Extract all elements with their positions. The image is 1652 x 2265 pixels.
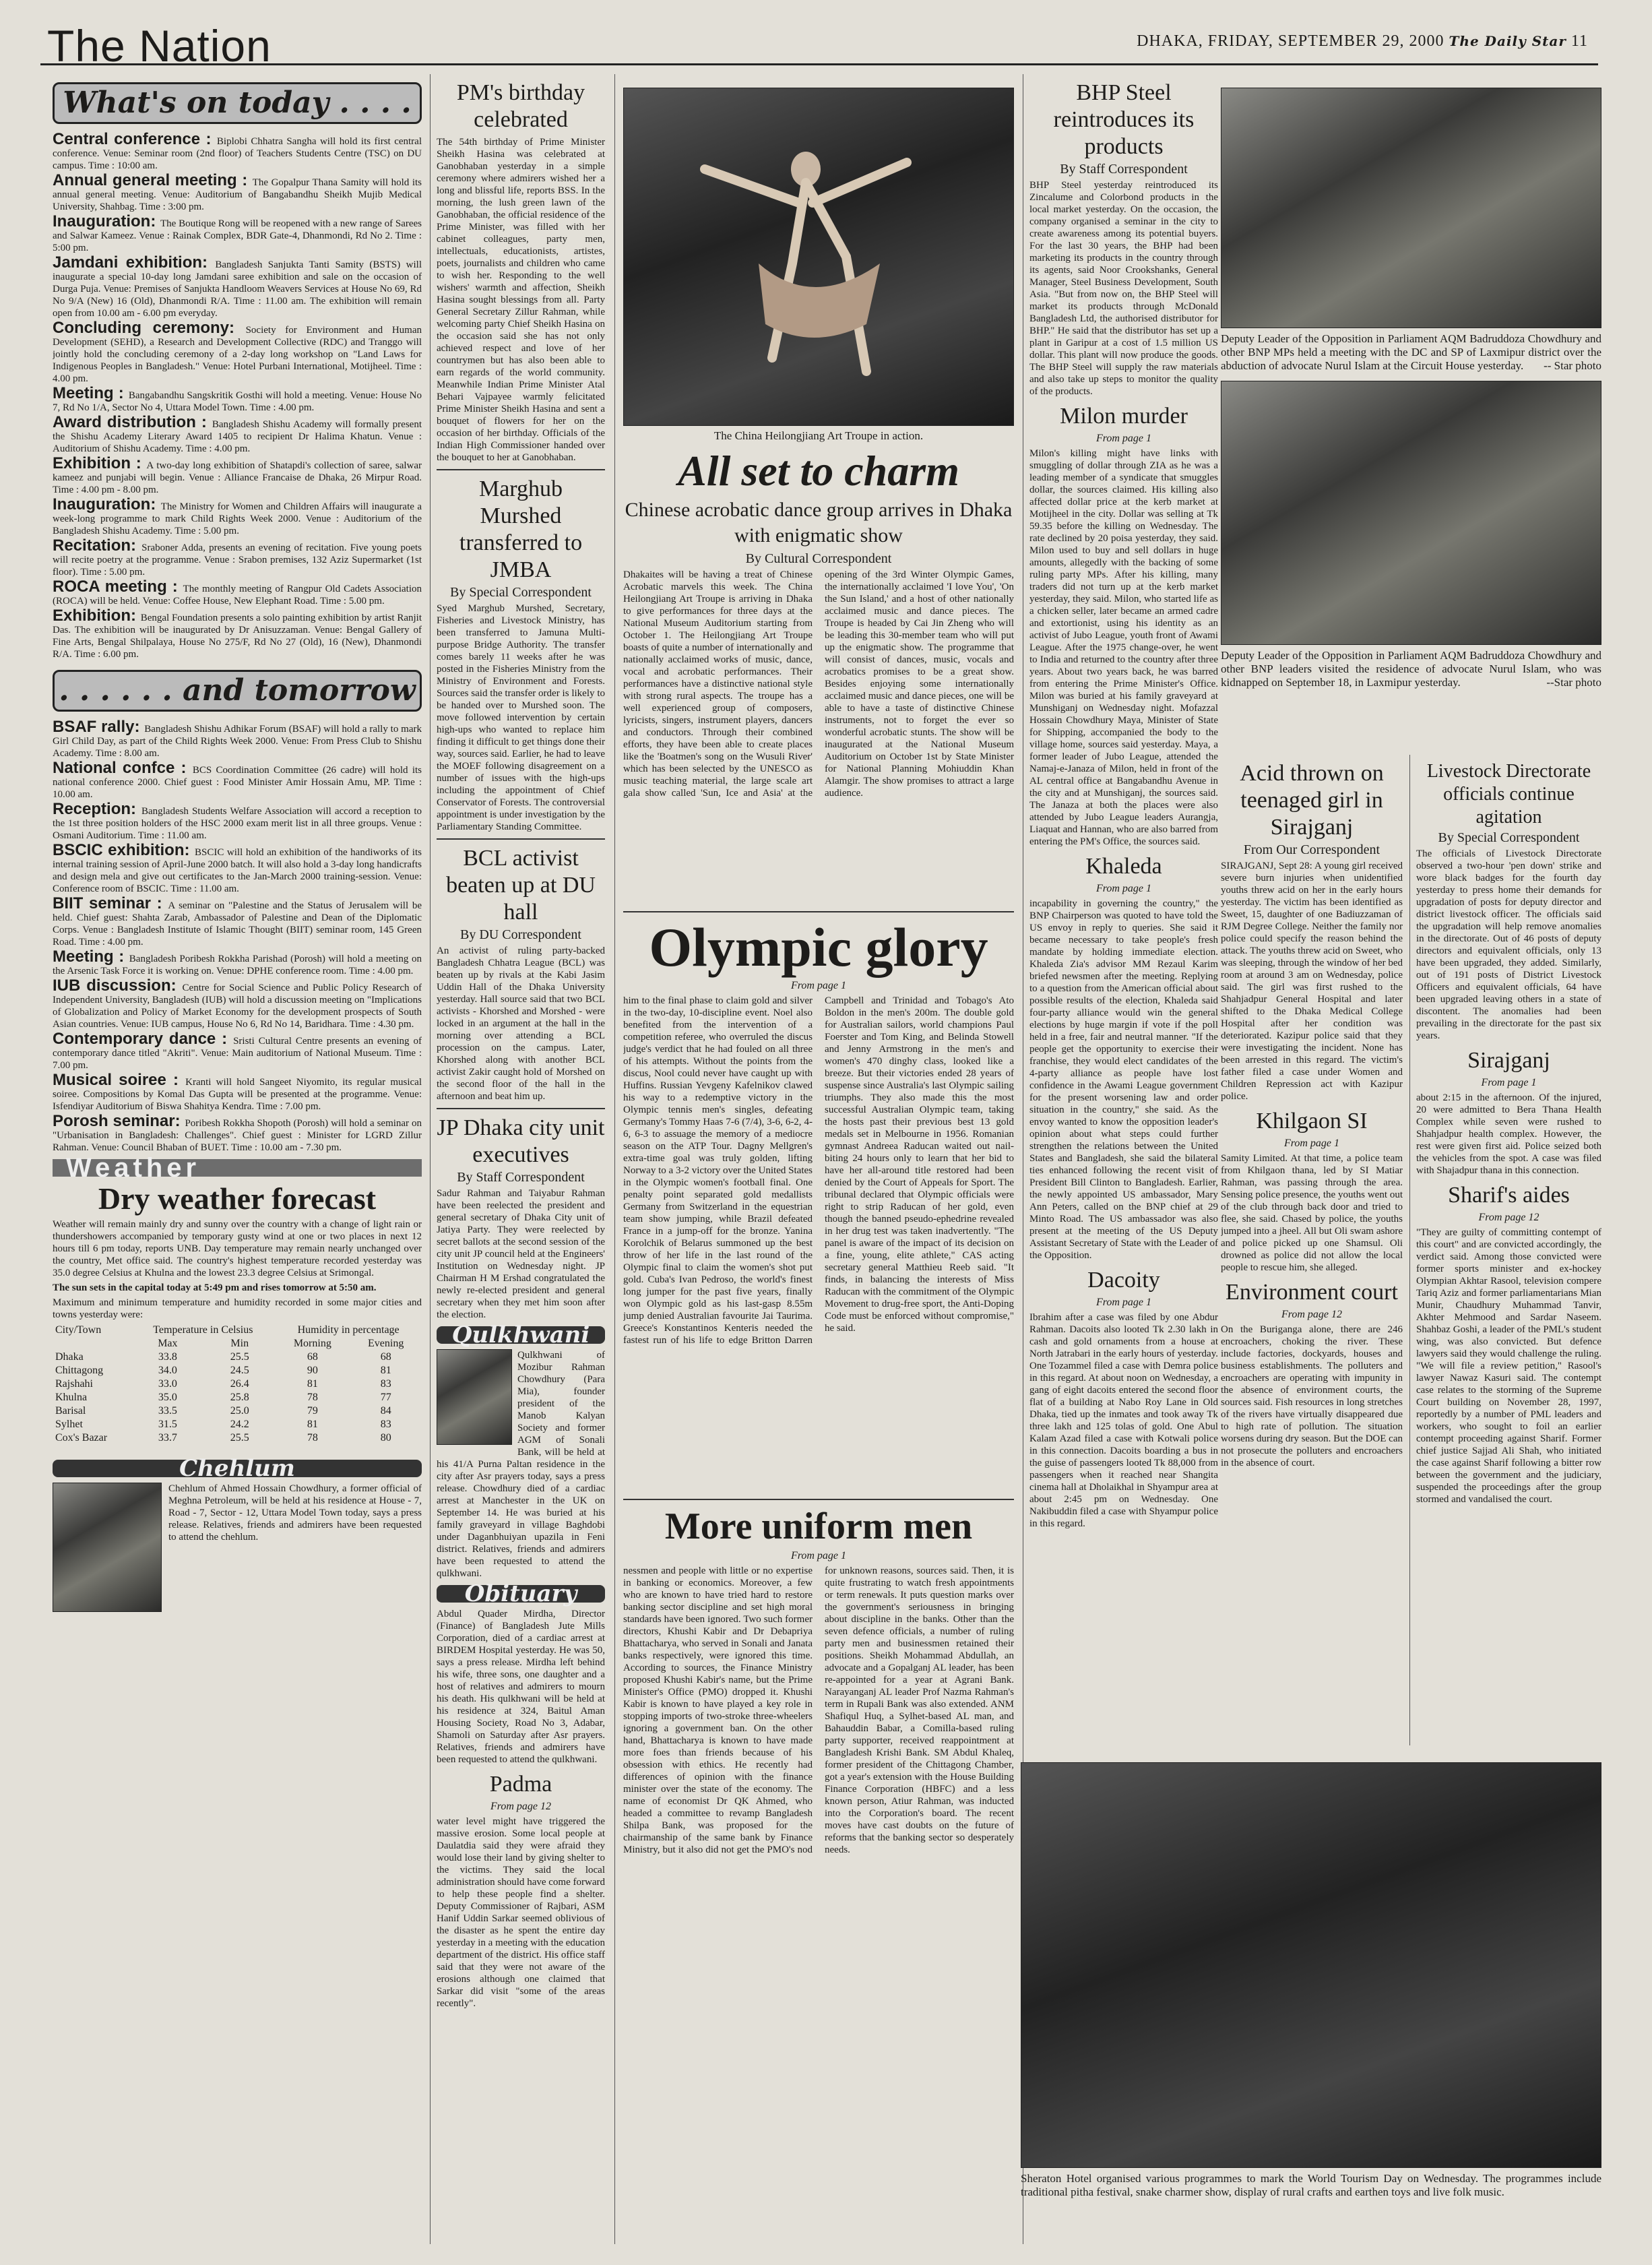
- whats-on-item-text: Bengal Foundation presents a solo painting exhibition by artist Ranjit Das. The exhibition will be inaugurated by Dr Anisuzzaman. Venue: Bengal Gallery of Fine Arts, Bengal Shilpalaya, House No 275/F, Rd No 27 (Old), 16 (New), Dhanmondi R/A. Time : 6.00 pm.: [53, 613, 422, 660]
- weather-cell: Sylhet: [55, 1419, 83, 1430]
- whats-on-item-title: Meeting :: [53, 384, 129, 402]
- divider: [623, 1499, 1014, 1500]
- khaleda-from: From page 1: [1095, 883, 1152, 894]
- shariff-from: From page 12: [1478, 1212, 1539, 1223]
- bhp-headline: BHP Steel reintroduces its products: [1053, 80, 1195, 159]
- dance-body: [623, 569, 1014, 906]
- khaleda-headline: Khaleda: [1085, 854, 1162, 879]
- weather-cell: 78: [307, 1392, 318, 1403]
- acid-headline: Acid thrown on teenaged girl in Sirajganj: [1240, 761, 1384, 840]
- milon-text: Milon's killing might have links with smuggling of dollar through ZIA as he was a leading member of a syndicate that smuggles dollar, the sources claimed. His killing also affected dollar price at the kerb market at Motijheel in the city. Dollar was selling at Tk 59.35 before the killing on Wednesday. The rate declined by 20 poisa yesterday, they said. Milon used to buy and sell dollars in huge amounts, allegedly with the backing of some ruling party MPs. After his killing, many traders did not turn up at the kerb market yesterday, they said. Milon, who started life as a chicken seller, later became an armed cadre and extortionist, using his identity as an activist of Jubo League, youth front of Awami League. After the 1975 change-over, he went to India and returned to the country after three years. About two years back, he was barred from entering the Prime Minister's Office. Milon was buried at his family graveyard at Munshiganj on Wednesday night. Mofazzal Hossain Chowdhury Maya, Minister of State for Shipping, accompanied the body to the village home, sources said yesterday. Maya, a former leader of Jubo League, attended the Namaj-e-Janaza of Milon, held in front of the AL central office at Bangabandhu Avenue in the city and at Munshiganj, the sources said. The Janaza at both the places were also attended by Jubo League leaders Aurangja, Liaquat and Hannan, who are also barred from entering the PM's Office, the sources said.: [1029, 448, 1218, 847]
- shariff-text: "They are guilty of committing contempt of this court" and are convicted accordingly, the verdict said. Among those convicted were former sports minister and ex-hockey Olympian Akhtar Rasool, television compere Tariq Aziz and former parliamentarians Mian Munir, Chaudhury Muhammad Tanvir, Akhter Mehmood and Sardar Naseem. Shahbaz Goshi, a leader of the PML's student wing, was also convicted. But defence lawyers said they would challenge the ruling. "We will file a review petition," Rasool's lawyer Nawaz Kasuri said. The contempt case relates to the storming of the Supreme Court building on November 28, 1997, reportedly by a number of PML leaders and workers, who sought to foil an earlier contempt proceeding against Sharif. Former chief justice Sajjad Ali Shah, who initiated the case against Sharif following a bitter row between the government and the judiciary, suspended the proceedings after the group stormed and vandalised the court.: [1416, 1227, 1601, 1505]
- th-max: Max: [158, 1338, 178, 1349]
- tomorrow-item-text: A seminar on "Palestine and the Status of Jerusalem will be held. Chief guest: Shahta Zarab, Ambassador of Palestine and Dean of the Diplomatic Corps. Venue : Bangladesh Institute of Islamic Thought (BIIT) seminar room, 145 Green Road. Time : 4.00 pm.: [53, 900, 422, 948]
- tomorrow-item: [53, 894, 422, 948]
- tomorrow-item-text: Sristi Cultural Centre presents an evening of contemporary dance titled "Akriti". Venue: Main auditorium of National Museum. Time : 7.00 pm.: [53, 1036, 422, 1071]
- weather-headline: Dry weather forecast: [98, 1181, 377, 1216]
- tomorrow-item: [53, 976, 422, 1030]
- sirajganj-from: From page 1: [1481, 1077, 1537, 1088]
- weather-row: [53, 1391, 422, 1404]
- weather-intro: Maximum and minimum temperature and humidity recorded in some major cities and towns yesterday were:: [53, 1297, 422, 1320]
- khaleda-text: incapability in governing the country," the BNP Chairperson was quoted to have told the US envoy in reply to queries. She said it became necessary to take people's fresh mandate by holding immediate election. Khaleda Zia's advisor MM Rezaul Karim briefed newsmen after the meeting. Replying to a question from the American official about possible results of the election, Khaleda said four-party alliance would win the general elections by huge margin if vote if the poll held in a free, fair and neutral manner. "If the people get the opportunity to exercise their franchise, they would elect candidates of the 4-party alliance as people have lost confidence in the Awami League government for the present worsening law and order situation in the country," she said. As the envoy wanted to know the opposition leader's opinion about what steps could further strengthen the relations between the United States and Bangladesh, she said the bilateral ties enhanced following the recent visit of President Bill Clinton to Bangladesh. Earlier, the newly appointed US ambassador, Mary Ann Peters, called on the BNP chief at 29 Minto Road. The US ambassador was also present at the meeting of the US Deputy Assistant Secretary of State with the Leader of the Opposition.: [1029, 898, 1218, 1261]
- weather-cell: 25.0: [230, 1405, 249, 1417]
- weather-cell: 78: [307, 1432, 318, 1444]
- tomorrow-item: [53, 1071, 422, 1113]
- tomorrow-item-text: BCS Coordination Committee (26 cadre) will hold its national conference 2000. Chief guest : Food Minister Amir Hossain Amu, MP. Time : 10.00 am.: [53, 765, 422, 800]
- column-6: [1221, 755, 1403, 1745]
- shariff-headline: Sharif's aides: [1448, 1183, 1570, 1208]
- whats-on-item-title: Central conference :: [53, 130, 217, 148]
- tomorrow-item: [53, 1112, 422, 1154]
- weather-cell: 90: [307, 1365, 318, 1376]
- th-hum: Humidity in percentage: [297, 1324, 400, 1336]
- whats-on-item: [53, 536, 422, 578]
- weather-cell: 25.8: [230, 1392, 249, 1403]
- photo-2-credit: --Star photo: [1546, 676, 1601, 689]
- chehlum-block: [53, 1483, 422, 1612]
- weather-cell: 33.8: [158, 1351, 177, 1363]
- weather-cell: 83: [380, 1419, 391, 1430]
- whats-on-item: [53, 130, 422, 172]
- weather-cell: 77: [380, 1392, 391, 1403]
- weather-cell: 81: [380, 1365, 391, 1376]
- tomorrow-item-title: BSCIC exhibition:: [53, 841, 195, 859]
- weather-cell: Barisal: [55, 1405, 86, 1417]
- chehlum-banner: Chehlum: [53, 1460, 422, 1477]
- weather-cell: 35.0: [158, 1392, 177, 1403]
- weather-row: [53, 1404, 422, 1418]
- tomorrow-item-title: BIIT seminar :: [53, 894, 168, 912]
- weather-cell: 34.0: [158, 1365, 177, 1376]
- whats-on-item-title: Jamdani exhibition:: [53, 253, 216, 272]
- column-2: [437, 74, 605, 2251]
- marghub-headline: Marghub Murshed transferred to JMBA: [459, 476, 583, 582]
- padma-text: water level might have triggered the massive erosion. Some local people at Daulatdia said they were afraid they would lose their land by giving shelter to the victims. They said the local administration should have come forward to help these people find a shelter. Deputy Commissioner of Rajbari, ASM Hanif Uddin Sarkar seemed oblivious of the disaster as he spent the entire day yesterday in a meeting with the education department of the district. His office staff said that they were not aware of the erosions although one claimed that Sarkar did visit "some of the areas recently".: [437, 1816, 605, 2009]
- whats-on-item-text: Bangabandhu Sangskritik Gosthi will hold a meeting. Venue: House No 7, Rd No 1/A, Sector No 4, Uttara Model Town. Time : 4.00 pm.: [53, 390, 422, 413]
- right-photos: [1221, 74, 1601, 755]
- weather-row: [53, 1377, 422, 1391]
- environment-text: On the Buriganga alone, there are 246 encroachers, choking the river. These include factories, dockyards, houses and business establishments. The polluters and encroachers are operating with impunity in the absence of environment courts, the sources said. Fish resources in long stretches of the rivers have virtually disappeared due to high rate of pollution. The situation worsens during dry season. But the DOE can not prosecute the polluters and encroachers in the absence of court.: [1221, 1324, 1403, 1468]
- tomorrow-item-text: Poribesh Rokkha Shopoth (Porosh) will hold a seminar on "Urbanisation in Bangladesh: Challenges". Chief guest : Minister for LGRD Zillur Rahman. Venue: Council Bhaban of BUET. Time : 10.00 am - 7.30 pm.: [53, 1118, 422, 1153]
- dance-headline: All set to charm: [678, 447, 959, 495]
- pm-birthday-headline: PM's birthday celebrated: [456, 80, 585, 132]
- divider: [437, 469, 605, 470]
- whats-on-item-text: The monthly meeting of Rangpur Old Cadets Association (ROCA) will be held. Venue: Coffee House, New Elephant Road. Time : 5.00 pm.: [53, 584, 422, 607]
- padma-headline: Padma: [489, 1772, 552, 1797]
- weather-row: [53, 1351, 422, 1364]
- column-5: [1029, 74, 1218, 1739]
- weather-cell: Khulna: [55, 1392, 88, 1403]
- tomorrow-item: [53, 1030, 422, 1072]
- photo-2-caption-text: Deputy Leader of the Opposition in Parliament AQM Badruddoza Chowdhury and other BNP leaders visited the residence of advocate Nurul Islam, who was kidnapped on September 18, in Laxmipur yesterday.: [1221, 649, 1601, 689]
- page-number: 11: [1570, 32, 1588, 50]
- whats-on-item-text: The Gopalpur Thana Samity will hold its annual general meeting. Venue: Auditorium of Bangabandhu Sheikh Mujib Medical University, Shahbag. Time : 3:00 pm.: [53, 177, 422, 212]
- photo-1-credit: -- Star photo: [1544, 359, 1601, 372]
- obituary-banner: Obituary: [437, 1585, 605, 1603]
- whats-on-item-text: Sraboner Adda, presents an evening of recitation. Five young poets will recite poetry at the programme. Venue : Srabon premises, 132 Aziz Supermarket (1st floor). Time : 5.00 pm.: [53, 542, 422, 578]
- acid-text: SIRAJGANJ, Sept 28: A young girl received severe burn injuries when unidentified youths threw acid on her in the early hours yesterday. The victim has been identified as Sweet, 15, daughter of one Badiuzzaman of RJM Degree College. Neither the family nor police could specify the reason behind the attack. The youths threw acid on Sweet, who was sleeping, through the window of her bed room at around 3 am on Wednesday, police said. The girl was first rushed to the Shahjadpur General Hospital and later shifted to the Dhaka Medical College Hospital after her condition was deteriorated. Kazipur police said that they were investigating the incident. None has been arrested in this regard. The victim's father filed a case under Women and Children Repression act with Kazipur police.: [1221, 861, 1403, 1102]
- th-city: City/Town: [55, 1324, 102, 1336]
- milon-headline: Milon murder: [1060, 404, 1188, 429]
- tomorrow-item-title: Contemporary dance :: [53, 1030, 234, 1048]
- weather-cell: 31.5: [158, 1419, 177, 1430]
- whats-on-item-title: Exhibition:: [53, 607, 141, 625]
- weather-cell: Dhaka: [55, 1351, 84, 1363]
- qulkhwani-portrait: [437, 1349, 512, 1445]
- tomorrow-item-title: Porosh seminar:: [53, 1112, 185, 1130]
- weather-cell: 81: [307, 1378, 318, 1390]
- whats-on-item-title: Exhibition :: [53, 454, 147, 472]
- tomorrow-item-text: Bangladesh Students Welfare Association will accord a reception to the 1st three position holders of the HSC 2000 exam merit list in all three groups. Venue : Osmani Auditorium. Time : 11.00 am.: [53, 806, 422, 841]
- bcl-byline: By DU Correspondent: [460, 927, 581, 942]
- sirajganj-headline: Sirajganj: [1467, 1048, 1550, 1073]
- weather-cell: Cox's Bazar: [55, 1432, 108, 1444]
- whats-on-item: [53, 413, 422, 455]
- whats-on-banner: What's on today . . . .: [53, 82, 422, 124]
- padma-from: From page 12: [490, 1801, 552, 1812]
- weather-cell: 24.2: [230, 1419, 249, 1430]
- photo-1-caption-text: Deputy Leader of the Opposition in Parliament AQM Badruddoza Chowdhury and other BNP MPs held a meeting with the DC and SP of Laxmipur district over the abduction of advocate Nurul Islam at the Circuit House yesterday.: [1221, 332, 1601, 372]
- weather-cell: 33.0: [158, 1378, 177, 1390]
- khilgaon-from: From page 1: [1283, 1138, 1340, 1149]
- weather-row: [53, 1364, 422, 1377]
- divider: [623, 911, 1014, 912]
- sirajganj-text: about 2:15 in the afternoon. Of the injured, 20 were admitted to Bera Thana Health Complex while seven were rushed to Shahjadpur health complex. However, the rest were given first aid. Police seized both the vehicles from the spot. A case was filed with Shajadpur thana in this connection.: [1416, 1092, 1601, 1176]
- weather-row: [53, 1431, 422, 1445]
- weather-cell: 26.4: [230, 1378, 249, 1390]
- weather-cell: 80: [380, 1432, 391, 1444]
- weather-text: Weather will remain mainly dry and sunny over the country with a change of light rain or thundershowers accompanied by temporary gusty wind at one or two places in next 12 hours till 6 pm today, reports UNB. Day temperature may remain nearly unchanged over the country, Met office said. The country's highest temperature recorded yesterday was 35.0 degree Celsius at Khulna and the lowest 23.3 degree Celsius at Srimongal.: [53, 1219, 422, 1278]
- environment-headline: Environment court: [1226, 1280, 1398, 1305]
- jp-byline: By Staff Correspondent: [457, 1170, 585, 1185]
- acid-byline: From Our Correspondent: [1243, 842, 1380, 857]
- whats-on-item: [53, 607, 422, 660]
- jp-headline: JP Dhaka city unit executives: [437, 1115, 605, 1167]
- section-title: The Nation: [47, 21, 272, 71]
- dacoity-text: Ibrahim after a case was filed by one Abdur Rahman. Dacoits also looted Tk 2.30 lakh in cash and gold ornaments from a house at North Jatrabari in the early hours of yesterday. One Tozammel filed a case with Demra police in this regard. At about noon on Wednesday, a gang of eight dacoits entered the second floor flat of a building at Nabo Roy Lane in Old Dhaka, tied up the inmates and took away Tk three lakh and 125 tolas of gold. One Abul Kalam Azad filed a case with Kotwali police in this connection. Dacoits boarding a bus in the guise of passengers looted Tk 88,000 from passengers when it reached near Shangita cinema hall at Dholaikhal in Shyampur area at about 2:45 pm on Wednesday. One Nakibuddin filed a case with Shyampur police in this regard.: [1029, 1312, 1218, 1529]
- whats-on-item-text: The Boutique Rong will be reopened with a new range of Sarees and Salwar Kameez. Venue : Rainak Complex, BDR Gate-4, Dhanmondi, Rd No 2. Time : 5:00 pm.: [53, 218, 422, 253]
- weather-cell: 81: [307, 1419, 318, 1430]
- tomorrow-item: [53, 718, 422, 759]
- bhp-byline: By Staff Correspondent: [1060, 162, 1188, 177]
- tomorrow-item: [53, 841, 422, 895]
- tomorrow-item-title: IUB discussion:: [53, 976, 183, 995]
- dance-photo: [623, 88, 1014, 426]
- photo-2: [1221, 381, 1601, 645]
- obituary-text: Abdul Quader Mirdha, Director (Finance) of Bangladesh Jute Mills Corporation, died of a cardiac arrest at BIRDEM Hospital yesterday. He was 50, says a press release. Mirdha left behind his wife, three sons, one daughter and a host of relatives and admirers to mourn his death. His qulkhwani will be held at his residence at 324, Baitul Aman Housing Society, Road No 3, Adabar, Shamoli on Saturday after Asr prayers. Relatives, friends and admirers have been requested to attend the qulkhwani.: [437, 1609, 605, 1765]
- bcl-text: An activist of ruling party-backed Bangladesh Chhatra League (BCL) was beaten up by rivals at the Kabi Jasim Uddin Hall of the Dhaka University yesterday. Hall source said that two BCL activists - Khorshed and Morshed - were locked in an argument at the hall in the morning over attending a BCL procession on the campus. Later, Khorshed along with another BCL activist Zakir caught hold of Morshed on the second floor of the hall in the afternoon and beat him up.: [437, 945, 605, 1102]
- date-text: DHAKA, FRIDAY, SEPTEMBER 29, 2000: [1137, 32, 1444, 50]
- whats-on-item-title: Annual general meeting :: [53, 171, 253, 189]
- divider: [437, 1108, 605, 1109]
- dance-caption: The China Heilongjiang Art Troupe in action.: [713, 429, 924, 442]
- dance-deck: Chinese acrobatic dance group arrives in Dhaka with enigmatic show: [625, 499, 1013, 547]
- bhp-text: BHP Steel yesterday reintroduced its Zincalume and Colorbond products in the local market yesterday. On the occasion, the company organised a seminar in the city to create awareness among its potential buyers. For the last 30 years, the BHP had been marketing its products in the country through its agents, said Noor Crookshanks, General Manager, Steel Business Development, South Asia. "But from now on, the BHP Steel will market its products through McDonald Bangladesh Ltd, the authorised distributor for BHP." He said that the distributor has set up a plant in Garipur at a cost of 1.5 million US dollar. This plant will now produce the goods. The BHP Steel will supply the raw materials and also take up steps to monitor the quality of the products.: [1029, 180, 1218, 397]
- tomorrow-item-title: Musical soiree :: [53, 1071, 186, 1089]
- whats-on-item: [53, 319, 422, 385]
- whats-on-item-text: Bangladesh Shishu Academy will formally present the Shishu Academy Literary Award 1405 to recipient Dr Halima Khatun. Venue : Auditorium of Shishu Academy. Time : 4.00 pm.: [53, 419, 422, 454]
- whats-on-item-title: Inauguration:: [53, 212, 161, 230]
- whats-on-list: [53, 130, 422, 660]
- tomorrow-item-text: Centre for Social Science and Public Policy Research of Independent University, Bangladesh (IUB) will hold a discussion meeting on "Implications of Globalization and Policy of Market Economy for the development prospects of South Asian countries. Venue: IUB campus, House No 6, Rd No 14, Baridhara. Time : 4.30 pm.: [53, 983, 422, 1030]
- whats-on-item: [53, 384, 422, 414]
- pm-birthday-text: The 54th birthday of Prime Minister Sheikh Hasina was celebrated at Ganobhaban yesterday in a simple ceremony where admirers wished her a long and blissful life, reports BSS. In the morning, the lush green lawn of the Ganobhaban, the official residence of the Prime Minister, was filled with her cabinet colleagues, party men, intellectuals, educationists, artistes, poets, journalists and children who came to wish her. Responding to the well wishers' warmth and affection, Sheikh Hasina sought blessings from all. Party General Secretary Zillur Rahman, while welcoming party Chief Sheikh Hasina on the occasion said she has not only achieved respect and love of her countrymen but has also been able to earn regards of the world community. Meanwhile Indian Prime Minister Atal Behari Vajpayee warmly felicitated Prime Minister Sheikh Hasina and sent a bouquet of flowers for her on the occasion of her birthday. Officials of the Indian High Commissioner handed over the bouquet to her at Ganobhaban.: [437, 137, 605, 463]
- weather-cell: 79: [307, 1405, 318, 1417]
- olympic-body: [623, 995, 1014, 1493]
- center-block: [623, 74, 1014, 2251]
- weather-sun: The sun sets in the capital today at 5:49 pm and rises tomorrow at 5:50 am.: [53, 1282, 377, 1293]
- column-divider: [614, 74, 615, 2244]
- bcl-headline: BCL activist beaten up at DU hall: [446, 846, 596, 925]
- whats-on-item-text: Bangladesh Sanjukta Tanti Samity (BSTS) will inaugurate a special 10-day long Jamdani saree exhibition and sale on the occasion of Durga Puja. Venue: Premises of Sanjukta Handloom Weavers Services at House No 69, Rd No 9/A (New) 16 (Old), Dhanmondi R/A. Time : 11.00 am. The exhibition will remain open from 10.00 am - 6.00 pm everyday.: [53, 259, 422, 319]
- whats-on-item: [53, 171, 422, 213]
- weather-cell: 25.5: [230, 1432, 249, 1444]
- weather-row: [53, 1418, 422, 1431]
- sheraton-photo: [1021, 1762, 1601, 2168]
- tomorrow-item-title: Reception:: [53, 800, 141, 818]
- weather-bar: Weather: [53, 1159, 422, 1177]
- masthead: The Daily Star: [1449, 33, 1566, 49]
- th-min: Min: [230, 1338, 249, 1349]
- uniform-headline: More uniform men: [664, 1506, 973, 1547]
- dacoity-from: From page 1: [1095, 1297, 1152, 1308]
- livestock-text: The officials of Livestock Directorate observed a two-hour 'pen down' strike and wore black badges for the fourth day yesterday to press home their demands for upgradation of posts for deputy director and district livestock officer. The officials said the upgradation will help remove anomalies in the directorate. Out of 46 posts of deputy directors and equivalent officials, only 13 have been upgraded, they added. Similarly, out of 191 posts of District Livestock Officers and equivalent officials, 64 have been upgraded leaving others in a state of discontent. The anomalies had been prevailing in the directorate for the past six years.: [1416, 848, 1601, 1041]
- tomorrow-item: [53, 800, 422, 842]
- whats-on-item: [53, 578, 422, 607]
- weather-cell: 24.5: [230, 1365, 249, 1376]
- tomorrow-item: [53, 948, 422, 977]
- whats-on-item-text: A two-day long exhibition of Shatapdi's collection of saree, salwar kameez and punjabi will begin. Venue : Alliance Francaise de Dhaka, 26 Mirpur Road. Time : 4.00 pm - 8.00 pm.: [53, 460, 422, 495]
- tomorrow-item-title: National confce :: [53, 759, 193, 777]
- tomorrow-item-title: BSAF rally:: [53, 718, 145, 736]
- tomorrow-item-text: Bangladesh Shishu Adhikar Forum (BSAF) will hold a rally to mark Girl Child Day, as part of the Child Rights Week 2000. Venue: From Press Club to Shishu Academy. Time : 8.00 am.: [53, 724, 422, 759]
- column-divider: [430, 74, 431, 2244]
- olympic-text: him to the final phase to claim gold and silver in the two-day, 10-discipline event. Noel also benefited from the intervention of a competition referee, who overruled the discus judge's verdict that he had fouled on all three of his attempts. Without the points from the discus, Nool could never have caught up with Huffins. Russian Yevgeny Kafelnikov clawed his way to a redemptive victory in the Olympic tennis men's singles, defeating Germany's Tommy Haas 7-6 (7/4), 3-6, 6-2, 4-6, 6-3 to assuage the memory of a mediocre season on the ATP Tour. Dagny Mellgren's extra-time goal was truly golden, lifting Norway to a 3-2 victory over the United States in the Olympic women's football final. One penalty point separated gold medallists Germany from Switzerland in the equestrian team show jumping, while Brazil defeated France in a jump-off for the bronze. Yanina Korolchik of Belarus summoned up the best throw of her life in the last round of the Olympic final to claim the women's shot put gold. Cuba's Ivan Pedroso, the world's finest long jumper for the past five years, finally won Olympic gold as his last-gasp 8.55m jump denied Australian favourite Jai Taurima. Greece's Konstantinos Kenteris needed the fastest run of his life to edge Britton Darren Campbell and Trinidad and Tobago's Ato Boldon in the men's 200m. The double gold for Australian sailors, world champions Paul Foerster and Tom King, and Belinda Stowell and Jenny Armstrong in the men's and women's 470 dinghy class, looked like a breeze. But their victories ended 28 years of suspense since Australia's last Olympic sailing triumphs. They also made this the most successful Australian Olympic team, taking the hosts past their previous best 13 gold medals set in Melbourne in 1956. Romanian gymnast Andreea Raducan waited out nail-biting 24 hours only to learn that her bid to have her all-around title restored had been denied by the Court of Appeals for Sport. The tribunal declared that Olympic officials were right to strip Raducan of her gold, even though the banned pseudo-ephedrine revealed in her drug test was taken inadvertently. "The panel is aware of the impact of its decision on a fine, young, elite athlete," CAS acting secretary general Matthieu Reeb said. "It finds, in balancing the interests of Miss Raducan with the commitment of the Olympic Movement to drug-free sport, the Anti-Doping Code must be enforced without compromise," he said.: [623, 995, 1014, 1346]
- column-7: [1416, 755, 1601, 1745]
- whats-on-item-text: The Ministry for Women and Children Affairs will inaugurate a week-long programme to mark Child Rights Week 2000. Venue : Auditorium of the Bangladesh Shishu Academy. Time : 5.00 pm.: [53, 501, 422, 536]
- tomorrow-item: [53, 759, 422, 801]
- tomorrow-item-text: Kranti will hold Sangeet Niyomito, its regular musical soiree. Compositions by Komal Das Gupta will be presented at the programme. Venue: Isfendiyar Auditorium of Biswa Shahitya Kendra. Time : 7.00 pm.: [53, 1077, 422, 1112]
- th-evening: Evening: [368, 1338, 404, 1349]
- photo-1: [1221, 88, 1601, 328]
- photo-2-caption: [1221, 649, 1601, 689]
- olympic-headline: Olympic glory: [649, 917, 988, 978]
- uniform-text: nessmen and people with little or no expertise in banking or economics. Moreover, a few who are known to have tried hard to restore banking sector discipline and set high moral standards have been ignored. Two such former directors, Khushi Kabir and Dr Debapriya Bhattacharya, who served in Sonali and Janata banks respectively, were ignored this time. According to sources, the Finance Ministry proposed Khushi Kabir's name, but the Prime Minister's Office (PMO) dropped it. Khushi Kabir is known to have played a key role in stopping imports of two-stroke three-wheelers ignoring a government ban. On the other hand, Bhattacharya is known to have made more foes than friends because of his obsession with ethics. He recently had differences of opinion with the finance minister over the state of the economy. The name of economist Dr QK Ahmed, who headed a committee to revamp Bangladesh Shilpa Bank, was proposed for the chairmanship of the same bank by Finance Ministry, but it also did not get the PMO's nod for unknown reasons, sources said. Then, it is quite frustrating to watch fresh appointments or term renewals. It puts question marks over the government's seriousness in bringing about discipline in the banks. Other than the seven defence officials, a number of ruling party men and businessmen retained their positions. Sheikh Mohammad Abdullah, an advocate and a Gopalganj AL leader, has been re-appointed for a year at Agrani Bank. Narayanganj AL leader Prof Nazma Rahman's term in Rupali Bank was also extended. ANM Shafiqul Huq, a Sylhet-based AL man, and Bahauddin Babar, a Comilla-based ruling party supporter, received reappointment at Bangladesh Krishi Bank. SM Abdul Khaleq, former president of the Chittagong Chamber, got a year's extension with the House Building Finance Corporation (HBFC) and a less known person, Atiur Rahman, was inducted into the Corporation's board. The recent moves have cast doubts on the future of reforms that the banking sector so desperately needs.: [623, 1565, 1014, 1855]
- column-1: [53, 74, 422, 2251]
- dance-byline: By Cultural Correspondent: [745, 551, 892, 566]
- livestock-headline: Livestock Directorate officials continue agitation: [1426, 761, 1591, 828]
- qulkhwani-text: Qulkhwani of Mozibur Rahman Chowdhury (Para Mia), founder president of the Manob Kalyan Society and former AGM of Sonali Bank, will be held at his 41/A Purna Paltan residence in the city after Asr prayers today, says a press release. Chowdhury died of a cardiac arrest at Manchester in the UK on September 14. He was buried at his family graveyard in village Baghdobi under Daganbhuiyan upazila in Feni district. Relatives, friends and admirers have been requested to attend the qulkhwani.: [437, 1350, 605, 1579]
- th-temp: Temperature in Celsius: [153, 1324, 253, 1336]
- uniform-from: From page 1: [790, 1550, 847, 1561]
- tomorrow-item-text: BSCIC will hold an exhibition of the handiworks of its internal training session of April-June 2000 batch. It will also hold a 3-day long handicrafts and design mela and give out certificates to the Jan-March 2000 training-session. Venue: Conference room of BSCIC. Time : 11.00 am.: [53, 847, 422, 894]
- milon-from: From page 1: [1095, 433, 1152, 444]
- weather-cell: 83: [380, 1378, 391, 1390]
- weather-cell: 68: [307, 1351, 318, 1363]
- weather-cell: 33.7: [158, 1432, 177, 1444]
- livestock-byline: By Special Correspondent: [1438, 830, 1580, 845]
- sheraton-caption: Sheraton Hotel organised various programmes to mark the World Tourism Day on Wednesday. The programmes include traditional pitha festival, snake charmer show, display of rural crafts and earthen toys and live folk music.: [1021, 2172, 1601, 2198]
- weather-cell: Rajshahi: [55, 1378, 93, 1390]
- weather-cell: 33.5: [158, 1405, 177, 1417]
- weather-cell: Chittagong: [55, 1365, 104, 1376]
- chehlum-text: Chehlum of Ahmed Hossain Chowdhury, a former official of Meghna Petroleum, will be held at his residence at House - 7, Road - 7, Sector - 12, Uttara Model Town today, says a press release. Relatives, friends and admirers have been requested to attend the chehlum.: [168, 1483, 422, 1543]
- divider: [437, 838, 605, 840]
- tomorrow-banner: . . . . . . and tomorrow: [53, 670, 422, 712]
- whats-on-item-text: Society for Environment and Human Development (SEHD), a Research and Development Collective (RDC) and Tranggo will jointly hold the concluding ceremony of a 2-day long workshop on "Land Laws for Indigenous Peoples in Bangladesh." Venue: Hotel Purbani International, Motijheel. Time : 4.00 pm.: [53, 325, 422, 384]
- qulkhwani-banner: Qulkhwani: [437, 1326, 605, 1344]
- weather-cell: 68: [380, 1351, 391, 1363]
- whats-on-item-title: Concluding ceremony:: [53, 319, 246, 337]
- whats-on-item-text: Biplobi Chhatra Sangha will hold its first central conference. Venue: Seminar room (2nd floor) of Teachers Students Centre (TSC) on DU campus. Time : 10:00 am.: [53, 136, 422, 171]
- khilgaon-headline: Khilgaon SI: [1256, 1109, 1368, 1134]
- whats-on-item-title: Award distribution :: [53, 413, 212, 431]
- weather-table: [53, 1324, 422, 1445]
- photo-1-caption: [1221, 332, 1601, 373]
- whats-on-item-title: Recitation:: [53, 536, 142, 555]
- uniform-body: [623, 1565, 1014, 2050]
- dancer-silhouette: [624, 88, 1014, 425]
- weather-cell: 25.5: [230, 1351, 249, 1363]
- dateline: [1137, 32, 1588, 51]
- whats-on-item-title: Inauguration:: [53, 495, 161, 514]
- whats-on-item: [53, 454, 422, 496]
- dacoity-headline: Dacoity: [1087, 1268, 1160, 1293]
- marghub-byline: By Special Correspondent: [450, 585, 592, 600]
- tomorrow-list: [53, 718, 422, 1154]
- column-divider: [1409, 755, 1410, 1745]
- environment-from: From page 12: [1281, 1309, 1343, 1320]
- weather-cell: 84: [380, 1405, 391, 1417]
- sheraton-block: [1021, 1762, 1601, 2244]
- whats-on-item: [53, 212, 422, 254]
- jp-text: Sadur Rahman and Taiyabur Rahman have been reelected the president and general secretary of Dhaka City unit of Jatiya Party. They were reelected by secret ballots at the second session of the city unit JP council held at the Engineers' Institution on Wednesday night. JP Chairman H M Ershad congratulated the newly re-elected president and general secretary when they met him soon after the election.: [437, 1188, 605, 1320]
- th-morning: Morning: [293, 1338, 331, 1349]
- tomorrow-item-title: Meeting :: [53, 948, 129, 966]
- marghub-text: Syed Marghub Murshed, Secretary, Fisheries and Livestock Ministry, has been transferred to Jamuna Multi-purpose Bridge Authority. The transfer comes barely 11 weeks after he was posted in the Fisheries Ministry from the Ministry of Environment and Forests. Sources said the transfer order is likely to be handed over to Murshed soon. The move followed intervention by certain high-ups who wanted to replace him finding it difficult to get things done their way, sources said. Earlier, he had to leave the MOEF following disagreement on a number of issues with the high-ups including the appointment of Chief Conservator of Forests. The controversial appointment is under investigation by the Parliamentary Standing Committee.: [437, 603, 605, 832]
- khilgaon-text: Samity Limited. At that time, a police team from Khilgaon thana, led by SI Matiar Rahman, was passing through the area. Sensing police presence, the youths went out of the club through back door and tried to flee, she said. Chased by police, the youths jumped into a jheel. All but Oli swam ashore and police picked up one Shamsul. Oli drowned as police did not allow the local people to rescue him, she alleged.: [1221, 1153, 1403, 1273]
- olympic-from: From page 1: [790, 980, 847, 991]
- tomorrow-item-text: Bangladesh Poribesh Rokkha Parishad (Porosh) will hold a meeting on the Arsenic Task Force it is working on. Venue: DPHE conference room. Time : 4.00 pm.: [53, 954, 422, 976]
- chehlum-portrait: [53, 1483, 162, 1612]
- whats-on-item: [53, 495, 422, 537]
- whats-on-item: [53, 253, 422, 319]
- header-rule: [40, 63, 1598, 65]
- dance-text: Dhakaites will be having a treat of Chinese Acrobatic marvels this week. The China Heilongjiang Art Troupe is arriving in Dhaka to give performances for three days at the National Museum Auditorium starting from October 1. The Heilongjiang Art Troupe boasts of quite a number of internationally and nationally acclaimed works of music, dance, vocal and acrobatic performances. Their performances have a distinctive national style with strong rural aspects. The troupe has a well experienced group of composers, lyricists, singers, instrument players, dancers and conductors. Through their combined efforts, they have been able to create places like the 'Boatmen's song on the Wusuli River' which has been selected by the UNESCO as music teaching material, the large scale art gala show called 'Sun, Ice and Asia' at the opening of the 3rd Winter Olympic Games, the internationally acclaimed 'I love You', 'On the Sun Island,' and a host of other nationally acclaimed music and dance pieces. The Troupe is headed by Cai Jin Zheng who will be leading this 30-member team who will put up the enigmatic show. The programme that will consist of dances, music, vocals and acrobatics promises to be a great show. Besides enjoying some internationally acclaimed music and dance pieces, one will be able to have a taste of distinctive Chinese instruments, not to forget the ever so wonderful acrobatic stunts. The show will be inaugurated at the National Museum Auditorium on October 1st by State Minister for National Planning Mohiuddin Khan Alamgir. The show promises to attract a large audience.: [623, 569, 1014, 799]
- whats-on-item-title: ROCA meeting :: [53, 578, 183, 596]
